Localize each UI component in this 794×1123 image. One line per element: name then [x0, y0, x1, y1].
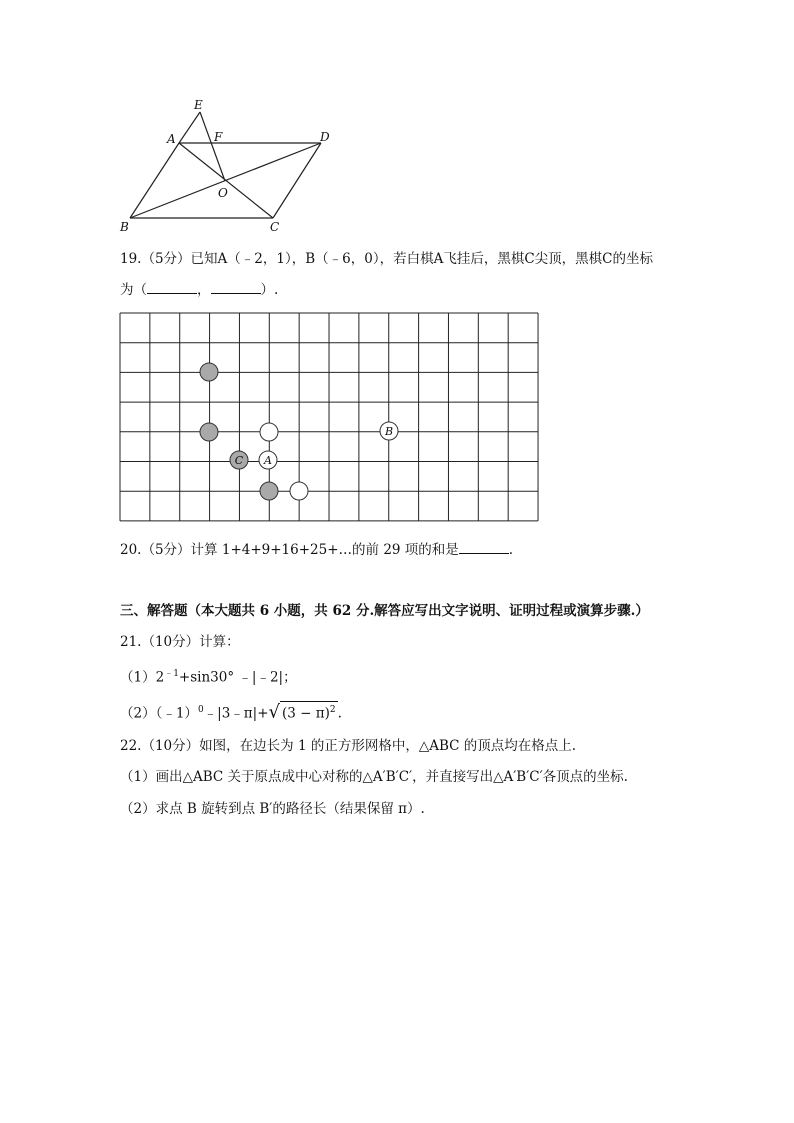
q21-p2-rad: (3 − π): [282, 705, 330, 722]
q19-answer-line: [120, 280, 278, 300]
q21-part1: [120, 664, 297, 688]
q19-stem: 19.（5分）已知A（﹣2，1），B（﹣6，0），若白棋A飞挂后，黑棋C尖顶，黑棋C的坐标: [120, 251, 653, 267]
black-stone: [260, 482, 278, 500]
white-stone: [290, 482, 308, 500]
q21-p2-a: （2）（﹣1）: [120, 705, 198, 722]
parallelogram-figure: [110, 95, 350, 240]
label-f: F: [214, 130, 223, 144]
q21-stem: 21.（10分）计算：: [120, 634, 240, 650]
board-grid: [120, 313, 538, 521]
segment-ba: [130, 143, 179, 218]
diagonal-bd: [130, 143, 321, 218]
black-stone: [200, 423, 218, 441]
q19-answer-suffix: ）.: [260, 282, 279, 298]
segment-dc: [273, 143, 321, 218]
section3-heading: 三、解答题（本大题共 6 小题，共 62 分.解答应写出文字说明、证明过程或演算步骤.）: [120, 603, 649, 619]
q20-line: [120, 540, 513, 560]
q20-text: 20.（5分）计算 1+4+9+16+25+…的前 29 项的和是: [120, 542, 459, 558]
q21-p1-a: （1）2: [120, 669, 165, 686]
white-stone: [260, 423, 278, 441]
q20-blank: [459, 541, 509, 554]
segment-eo: [200, 112, 225, 181]
q19-answer-sep: ，: [197, 282, 211, 298]
q21-p2-b: ﹣|3﹣π|+: [203, 705, 269, 722]
label-board-c: C: [234, 454, 244, 467]
q22-stem: 22.（10分）如图，在边长为 1 的正方形网格中，△ABC 的顶点均在格点上.: [120, 738, 577, 754]
q21-p1-exp: ﹣1: [164, 669, 179, 679]
q21-part2: [120, 700, 342, 724]
label-a: A: [167, 132, 176, 146]
label-o: O: [218, 186, 228, 200]
label-board-a: A: [264, 454, 272, 467]
q21-p1-b: +sin30° ﹣|﹣2|；: [178, 669, 297, 686]
label-d: D: [320, 130, 330, 144]
q19-answer-prefix: 为（: [120, 282, 147, 298]
label-c: C: [270, 220, 280, 234]
q19-blank-x: [147, 281, 197, 294]
q21-p2-rad-exp: 2: [329, 705, 336, 715]
q19-blank-y: [211, 281, 261, 294]
sqrt-sign-icon: √: [268, 701, 281, 723]
black-stone: [200, 363, 218, 381]
label-e: E: [194, 98, 203, 112]
q22-part2: （2）求点 B 旋转到点 B′的路径长（结果保留 π）.: [120, 801, 425, 817]
segment-ea: [179, 112, 200, 143]
q20-suffix: .: [508, 542, 514, 558]
q22-part1: （1）画出△ABC 关于原点成中心对称的△A′B′C′，并直接写出△A′B′C′各顶点的坐标.: [120, 769, 628, 785]
go-board: [118, 311, 540, 525]
q21-p2-exp: 0: [197, 705, 204, 715]
q21-p2-c: .: [337, 705, 342, 722]
label-board-b: B: [384, 425, 394, 438]
label-b: B: [120, 220, 129, 234]
q21-p2-radicand: [280, 701, 338, 722]
